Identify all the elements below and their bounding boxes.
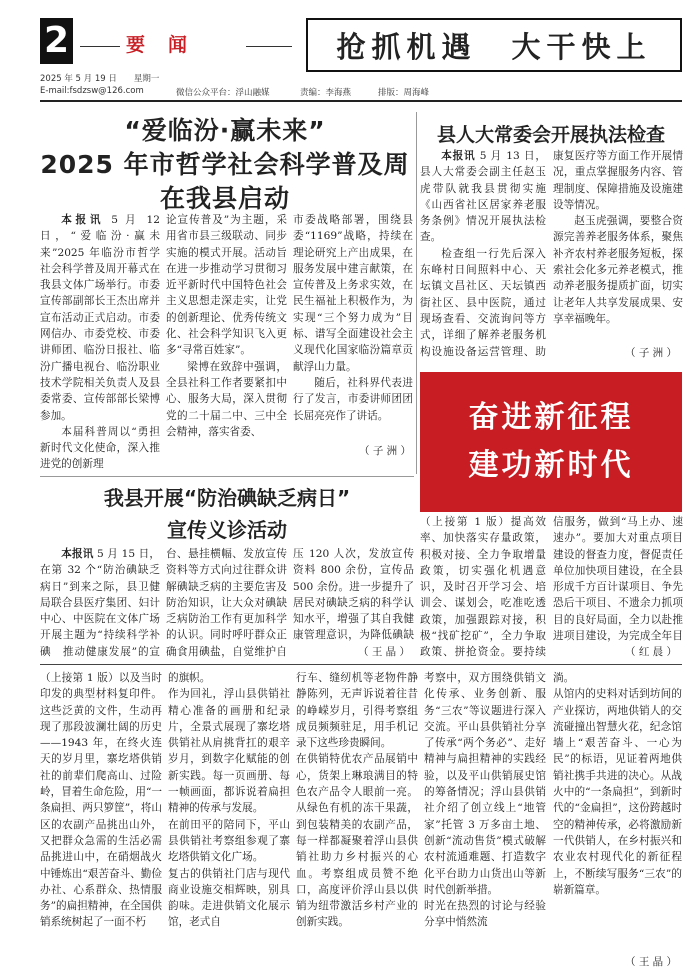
issue-date: 2025 年 5 月 19 日 星期一 xyxy=(40,74,160,84)
responsible-editor: 责编：李海燕 xyxy=(300,88,352,98)
continuation2-signature: （ 王 晶 ） xyxy=(624,956,677,968)
article1-title: “爱临汾·赢未来” 2025 年市哲学社会科学普及周 在我县启动 xyxy=(40,116,410,213)
page-number: 2 xyxy=(40,18,73,64)
slogan-banner: 奋进新征程 建功新时代 xyxy=(420,372,682,512)
header-rule-right xyxy=(246,46,292,47)
continuation2-col5: 淌。 从馆内的史料对话到坊间的产业探访，两地供销人的交流碰撞出智慧火花，纪念馆墙上“艰苦奋斗、一心为民”的标语，见证着两地供销社携手共进的决心。从战火中的“一条扁担”，到新时代的“金扁担”，这份跨越时空的精神传承，必将激励新一代供销人，在乡村振兴和农业农村现代化的新征程上，不断续写服务“三农”的崭新篇章。 xyxy=(553,672,682,896)
article2-signature: （ 子 洲 ） xyxy=(624,347,677,359)
article3-col2: 台、悬挂横幅、发放宣传资料等方式向过往群众讲解碘缺乏病的主要危害及防治知识，让大众对碘缺乏病防治工作有更加科学的认识。同时呼吁群众正确食用碘盐，自觉维护自 xyxy=(166,548,287,658)
article1-signature: （ 子 洲 ） xyxy=(358,445,411,457)
continuation2-col4: 考察中，双方围绕供销文化传承、业务创新、服务“三农”等议题进行深入交流。平山县供销社分享了传承“两个务必”、走好精神与扁担精神的实践经验，以及平山供销展史馆的筹备情况；浮山县供销社介绍了创立线上“地管家”托管 3 万多亩土地、创新“流动售货”模式破解农村流通难题、打造数字化平台助力山货出山等新时代创新举措。 时光在热烈的讨论与经验分享中悄然流 xyxy=(424,672,546,929)
continuation1-col2: 信服务，做到“马上办、速速办”。要加大对重点项目建设的督查力度，督促责任单位加快项目建设，在全县形成千方百计谋项目、争先恐后干项目、不遗余力抓项目的良好局面，全力以赴推进项目建设，为完成全年目 xyxy=(553,516,683,643)
continuation2-col3: 行车、缝纫机等老物件静静陈列，无声诉说着往昔的峥嵘岁月，引得考察组成员频频驻足，用手机记录下这些珍贵瞬间。 在供销特优农产品展销中心，货架上琳琅满目的特色农产品令人眼前一亮。从绿色有机的冻干果蔬，到包装精美的农副产品，每一样都凝聚着浮山县供销社助力乡村振兴的心血。考察组成员赞不绝口，高度评价浮山县以供销为纽带激活乡村产业的创新实践。 xyxy=(296,672,418,929)
contact-email: E-mail:fsdzsw@126.com xyxy=(40,86,144,96)
layout-editor: 排版：周海峰 xyxy=(378,88,430,98)
article2-title: 县人大常委会开展执法检查 xyxy=(436,124,665,146)
article3-col1: 本报讯 5 月 15 日，在第 32 个“防治碘缺乏病日”到来之际，县卫健局联合县医疗集团、妇计中心、中医院在文体广场开展主题为“持续科学补碘 推动健康发展”的宣 xyxy=(40,548,160,658)
article2-col2: 康复医疗等方面工作开展情况，重点掌握服务内容、管理制度、保障措施及设施建设等情况。 赵玉虎强调，要整合资源完善养老服务体系，聚焦补齐农村养老服务短板，探索社会化多元养老模式，推动养老服务提质扩面，切实让老年人共享发展成果、安享幸福晚年。 xyxy=(553,150,683,325)
continuation2-col1: （上接第 1 版）以及当时印发的典型材料复印件。这些泛黄的文件，生动再现了那段波澜壮阔的历史——1943 年，在终火连天的岁月里，寨圪塔供销社的前辈们爬高山、过险岭，冒着生命危险，用“一条扁担、两只箩筐”，将山区的农副产品挑出山外，又把群众急需的生活必需品挑进山中，在硝烟战火中锤炼出“艰苦奋斗、勤俭办社、心系群众、热情服务”的扁担精神，在全国供销系统树起了一面不朽 xyxy=(40,672,162,929)
article3-col3: 压 120 人次，发放宣传资料 800 余份，宣传品 500 余份。进一步提升了居民对碘缺乏病的科学认知水平，增强了其自我健康管理意识，为降低碘缺 xyxy=(293,548,414,642)
wechat-platform: 微信公众平台：浮山融媒 xyxy=(176,88,270,98)
article1-col2: 论宣传普及”为主题，采用省市县三级联动、同步实施的模式开展。活动旨在进一步推动学习贯彻习近平新时代中国特色社会主义思想走深走实，让党的创新理论、优秀传统文化、社会科学知识飞入更多“寻常百姓家”。 梁博在致辞中强调，全县社科工作者要紧扣中心、服务大局，深入贯彻党的二十届二中、三中全会精神，落实省委、 xyxy=(166,214,287,438)
article1-col3: 市委战略部署，围绕县委“1169”战略，持续在理论研究上产出成果，在服务发展中建言献策，在宣传普及上务求实效，在民生福祉上积极作为，为实现“三个努力成为”目标、谱写全面建设社会主义现代化国家临汾篇章贡献浮山力量。 随后，社科界代表进行了发言，市委讲师团团长屈亮亮作了讲话。 xyxy=(293,214,413,422)
article3-title: 我县开展“防治碘缺乏病日” 宣传义诊活动 xyxy=(103,486,351,542)
continuation2-col2: 的旗帜。 作为回礼，浮山县供销社精心准备的画册和纪录片，全景式展现了寨圪塔供销社从肩挑背扛的艰辛岁月，到数字化赋能的创新实践。每一页画册、每一帧画面，都诉说着扁担精神的传承与发展。 在前田平的陪同下，平山县供销社考察组参观了寨圪塔供销文化广场。 复古的供销社门店与现代商业设施交相辉映，别具韵味。走进供销文化展示馆，老式自 xyxy=(168,672,290,929)
section-divider xyxy=(40,664,682,665)
article3-signature: （ 王 晶 ） xyxy=(357,646,410,658)
continuation1-signature: （ 红 晨 ） xyxy=(624,646,677,658)
article1-col1: 本报讯 5 月 12 日，“爱临汾·赢未来”2025 年临汾市哲学社会科学普及周开幕式在我县文体广场举行。市委宣传部副部长王杰出席并宣布活动正式启动。市委网信办、市委党校、市委讲师团、临汾日报社、临汾广播电视台、临汾职业技术学院相关负责人及县委常委、宣传部部长梁博参加。 本届科普周以“勇担新时代文化使命，深入推进党的创新理 xyxy=(40,214,160,471)
page-slogan: 抢抓机遇 大干快上 xyxy=(306,18,682,72)
header-rule xyxy=(40,100,682,102)
column-divider xyxy=(416,112,417,474)
section-title: 要 闻 xyxy=(126,34,190,56)
article-divider xyxy=(40,476,414,477)
continuation1-col1: （上接第 1 版）提高效率、加快落实存量政策，积极对接、全力争取增量政策，切实强化机遇意识，及时召开学习会、培训会、谋划会，吃准吃透政策，加强跟踪对接，积极“找矿挖矿”，全力争取政策、拼抢资金。要持续 xyxy=(420,516,546,659)
article2-col1: 本报讯 5 月 13 日，县人大常委会副主任赵玉虎带队就我县贯彻实施《山西省社区居家养老服务条例》情况开展执法检查。 检查组一行先后深入东峰村日间照料中心、天坛镇文昌社区、天坛镇西街社区、县中医院，通过现场查看、交流询问等方式，详细了解养老服务机构设施设备运营管理、助 xyxy=(420,150,546,358)
header-rule-left xyxy=(80,46,120,47)
